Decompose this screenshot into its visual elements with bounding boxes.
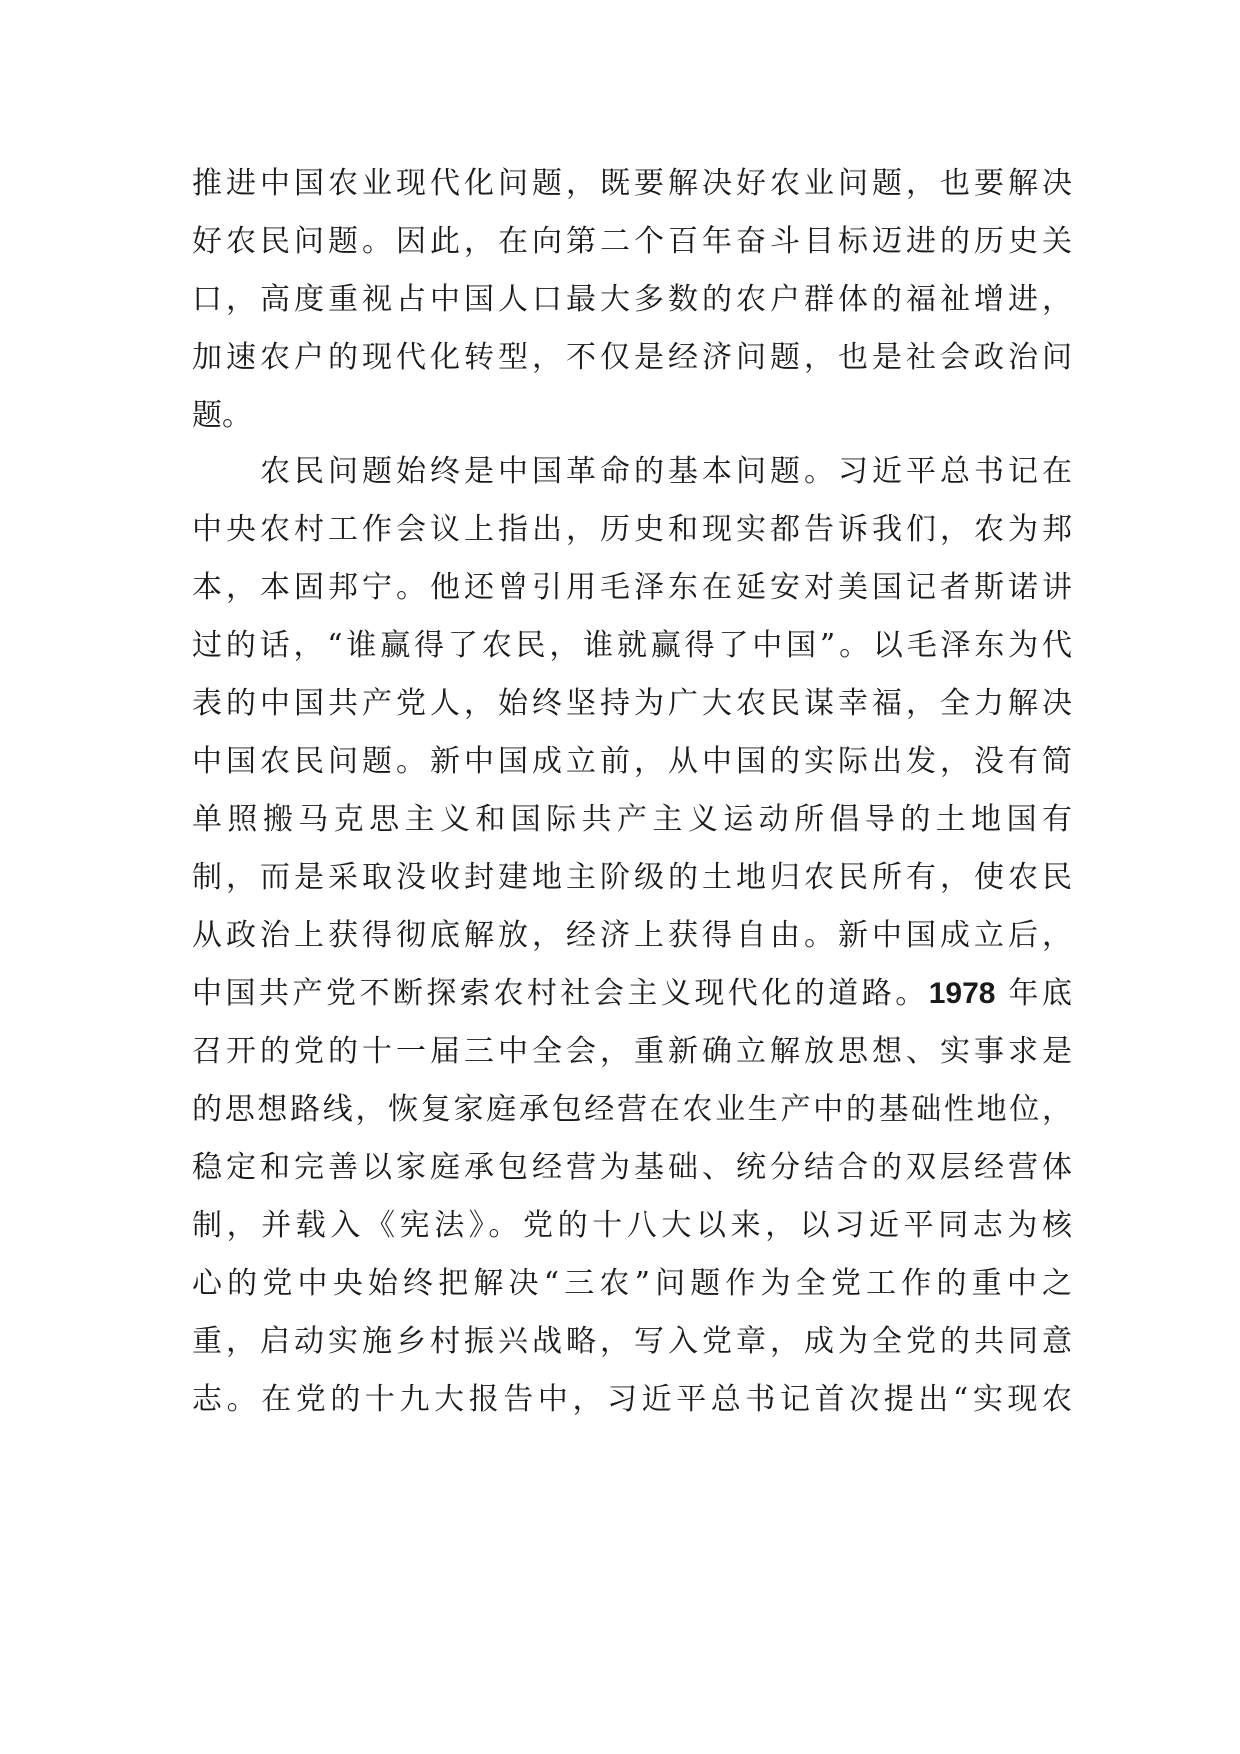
text-line: 的思想路线，恢复家庭承包经营在农业生产中的基础性地位， — [192, 1092, 1072, 1127]
text-line: 口，高度重视占中国人口最大多数的农户群体的福祉增进， — [192, 282, 1072, 317]
paragraph-1 — [192, 155, 1072, 445]
text-line: 农民问题始终是中国革命的基本问题。习近平总书记在 — [192, 454, 1072, 489]
text-line: 制，并载入《宪法》。党的十八大以来，以习近平同志为核 — [192, 1208, 1072, 1243]
text-line: 心的党中央始终把解决“三农”问题作为全党工作的重中之 — [192, 1266, 1072, 1301]
text-line: 志。在党的十九大报告中，习近平总书记首次提出“实现农 — [192, 1382, 1072, 1417]
text-line: 题。 — [192, 398, 252, 433]
text-segment: 年底 — [995, 976, 1072, 1011]
text-line: 中央农村工作会议上指出，历史和现实都告诉我们，农为邦 — [192, 512, 1072, 547]
text-line: 加速农户的现代化转型，不仅是经济问题，也是社会政治问 — [192, 340, 1072, 375]
text-line: 过的话，“谁赢得了农民，谁就赢得了中国”。以毛泽东为代 — [192, 628, 1072, 663]
text-line: 表的中国共产党人，始终坚持为广大农民谋幸福，全力解决 — [192, 686, 1072, 721]
text-line-with-year — [192, 965, 1072, 1023]
text-line: 好农民问题。因此，在向第二个百年奋斗目标迈进的历史关 — [192, 224, 1072, 259]
year-number: 1978 — [928, 977, 996, 1010]
text-line: 制，而是采取没收封建地主阶级的土地归农民所有，使农民 — [192, 860, 1072, 895]
text-line: 召开的党的十一届三中全会，重新确立解放思想、实事求是 — [192, 1034, 1072, 1069]
text-segment: 中国共产党不断探索农村社会主义现代化的道路。 — [192, 976, 929, 1011]
text-line: 从政治上获得彻底解放，经济上获得自由。新中国成立后， — [192, 918, 1072, 953]
text-line: 中国农民问题。新中国成立前，从中国的实际出发，没有简 — [192, 744, 1072, 779]
text-line: 本，本固邦宁。他还曾引用毛泽东在延安对美国记者斯诺讲 — [192, 570, 1072, 605]
text-line: 单照搬马克思主义和国际共产主义运动所倡导的土地国有 — [192, 802, 1072, 837]
text-line: 推进中国农业现代化问题，既要解决好农业问题，也要解决 — [192, 166, 1072, 201]
text-line: 稳定和完善以家庭承包经营为基础、统分结合的双层经营体 — [192, 1150, 1072, 1185]
text-line: 重，启动实施乡村振兴战略，写入党章，成为全党的共同意 — [192, 1324, 1072, 1359]
paragraph-2 — [192, 443, 1072, 1429]
